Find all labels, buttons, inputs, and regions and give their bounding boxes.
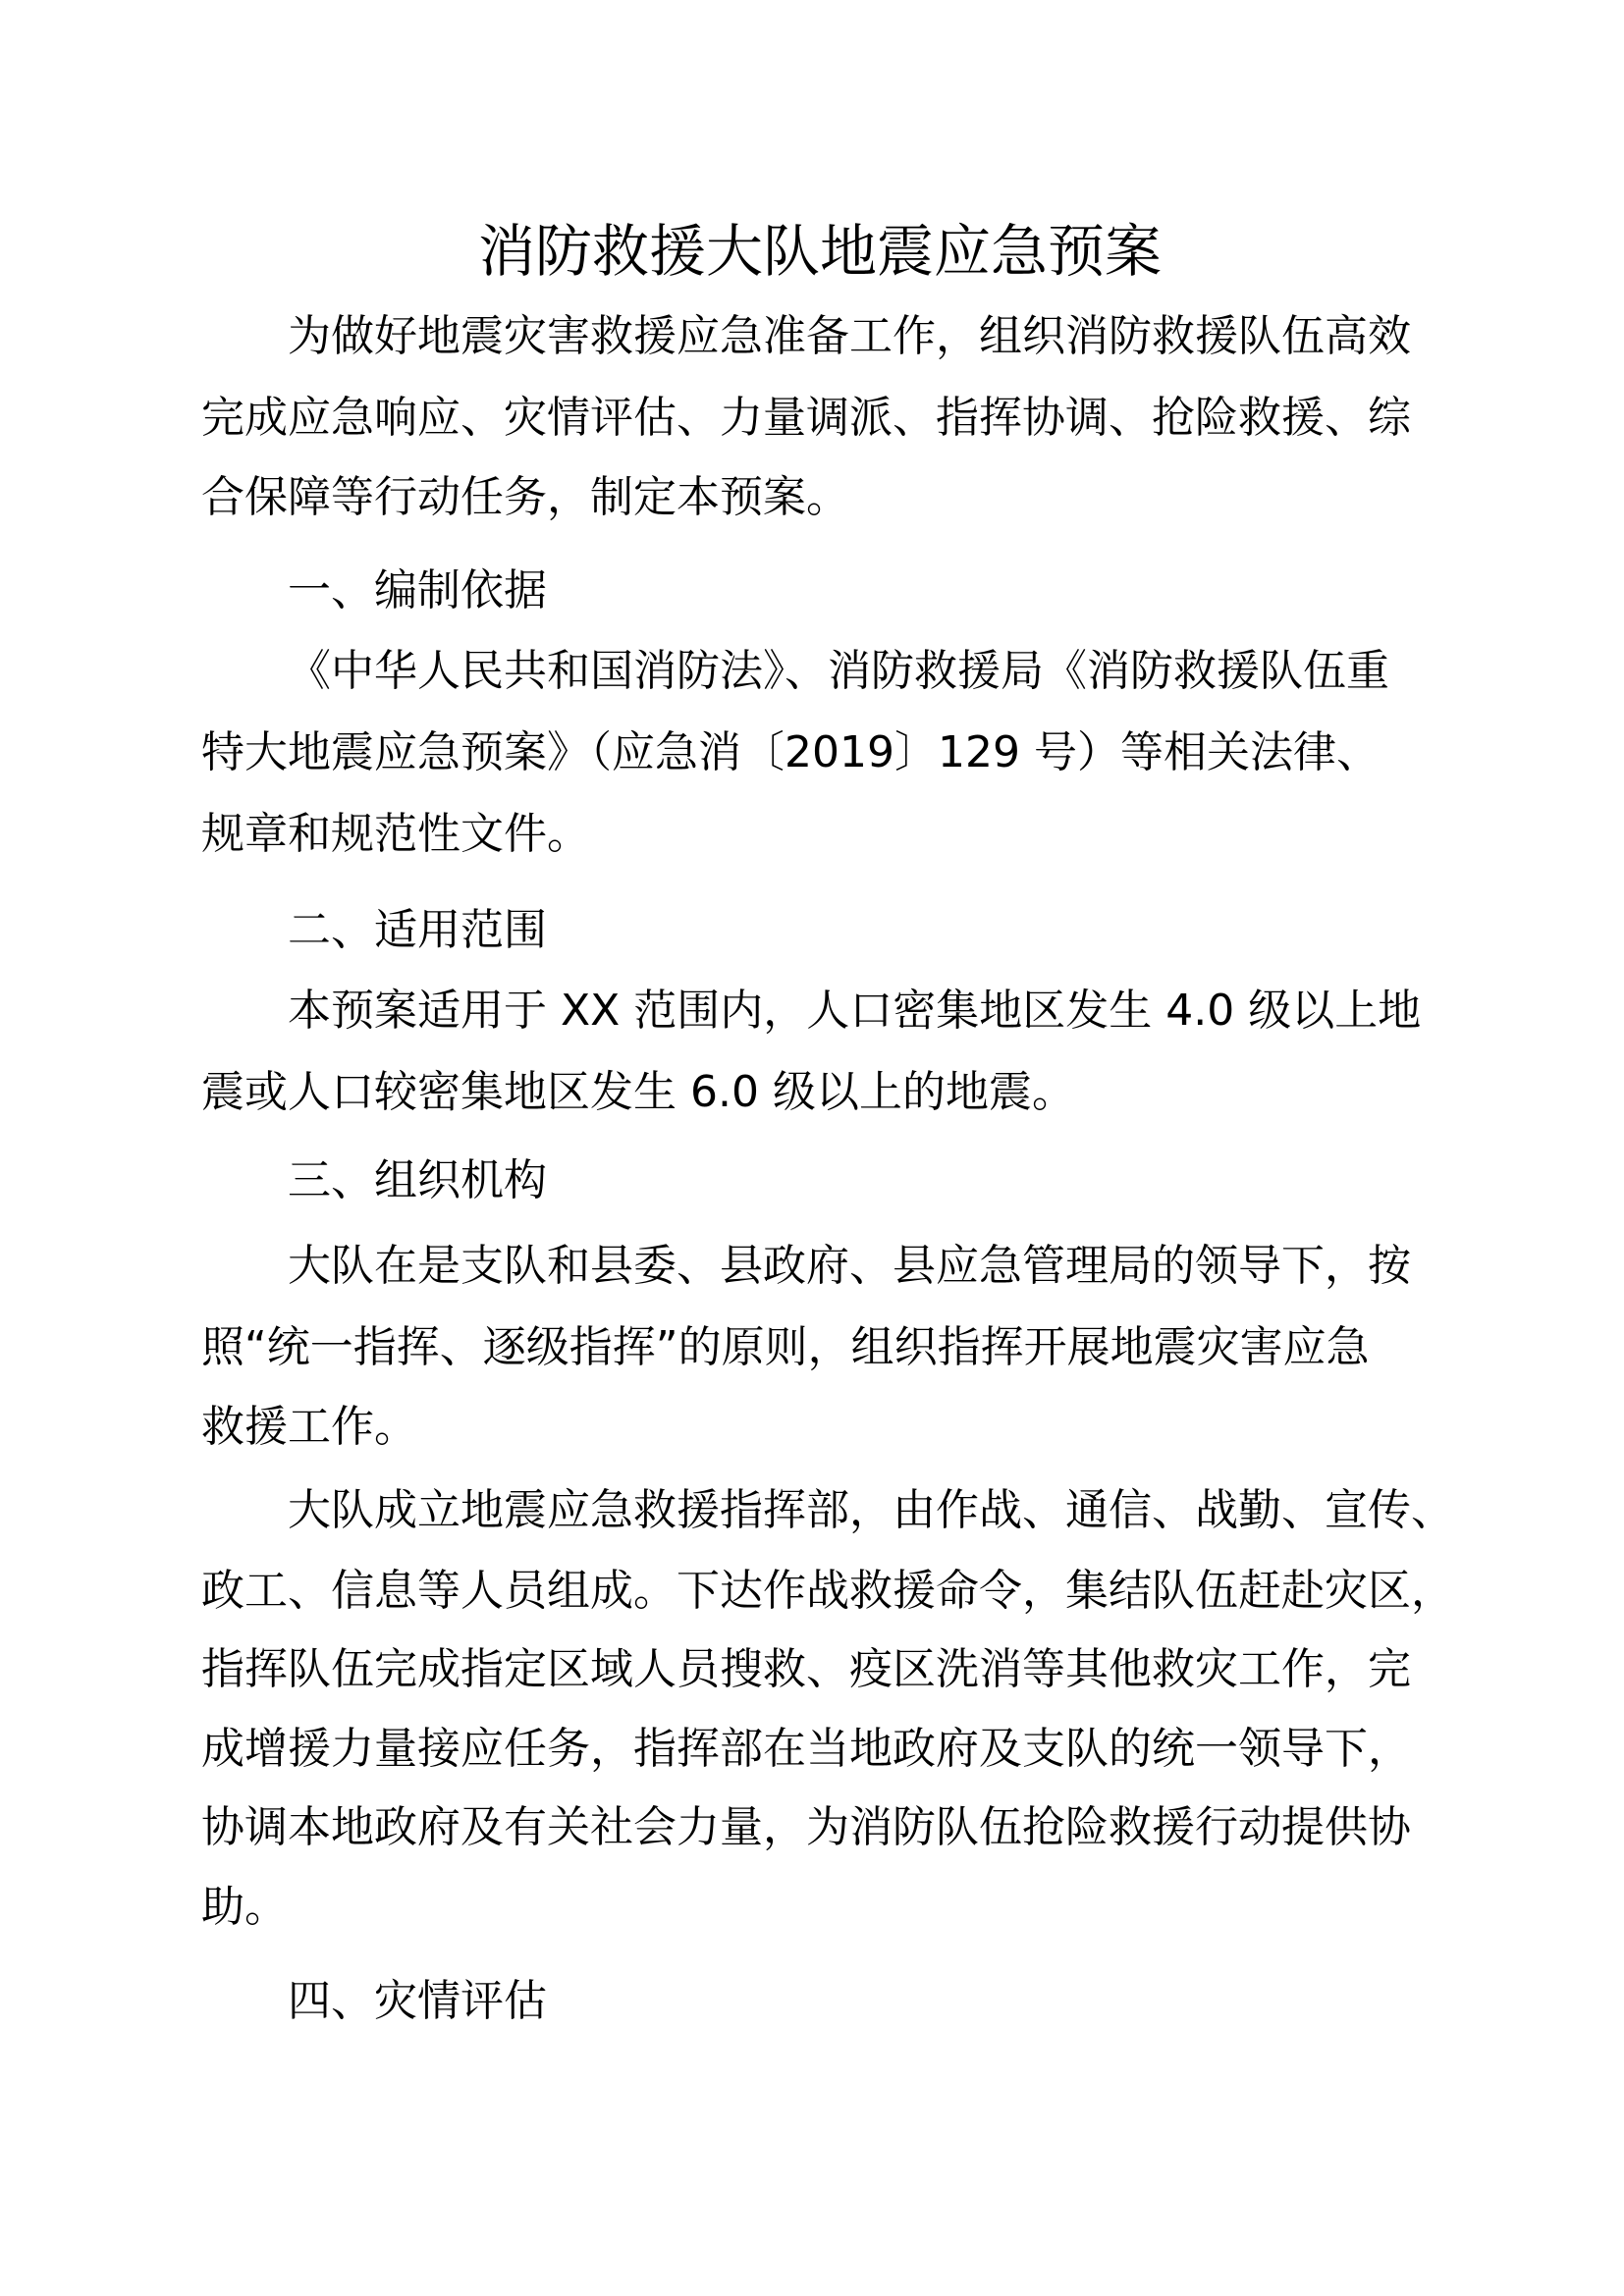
body-line: 救援工作。 — [201, 1402, 417, 1452]
intro-line: 合保障等行动任务，制定本预案。 — [201, 472, 849, 522]
body-line: 助。 — [201, 1882, 288, 1932]
intro-line: 完成应急响应、灾情评估、力量调派、指挥协调、抢险救援、综 — [201, 393, 1411, 443]
body-line: 特大地震应急预案》（应急消〔2019〕129 号）等相关法律、 — [201, 727, 1380, 777]
body-line: 大队成立地震应急救援指挥部，由作战、通信、战勤、宣传、 — [288, 1485, 1454, 1535]
body-line: 成增援力量接应任务，指挥部在当地政府及支队的统一领导下， — [201, 1724, 1411, 1774]
section-heading-4: 四、灾情评估 — [288, 1976, 547, 2026]
section-heading-3: 三、组织机构 — [288, 1155, 547, 1205]
body-line: 照“统一指挥、逐级指挥”的原则，组织指挥开展地震灾害应急 — [201, 1322, 1370, 1372]
body-line: 本预案适用于 XX 范围内，人口密集地区发生 4.0 级以上地 — [288, 986, 1422, 1036]
body-line: 协调本地政府及有关社会力量，为消防队伍抢险救援行动提供协 — [201, 1802, 1411, 1852]
body-line: 大队在是支队和县委、县政府、县应急管理局的领导下，按 — [288, 1241, 1411, 1291]
body-line: 指挥队伍完成指定区域人员搜救、疫区洗消等其他救灾工作，完 — [201, 1644, 1411, 1694]
section-heading-2: 二、适用范围 — [288, 905, 547, 955]
body-line: 政工、信息等人员组成。下达作战救援命令，集结队伍赶赴灾区， — [201, 1566, 1454, 1616]
intro-line: 为做好地震灾害救援应急准备工作，组织消防救援队伍高效 — [288, 311, 1411, 361]
document-title: 消防救援大队地震应急预案 — [477, 218, 1162, 285]
section-heading-1: 一、编制依据 — [288, 565, 547, 615]
body-line: 规章和规范性文件。 — [201, 809, 590, 859]
body-line: 震或人口较密集地区发生 6.0 级以上的地震。 — [201, 1067, 1075, 1117]
body-line: 《中华人民共和国消防法》、消防救援局《消防救援队伍重 — [288, 646, 1389, 696]
